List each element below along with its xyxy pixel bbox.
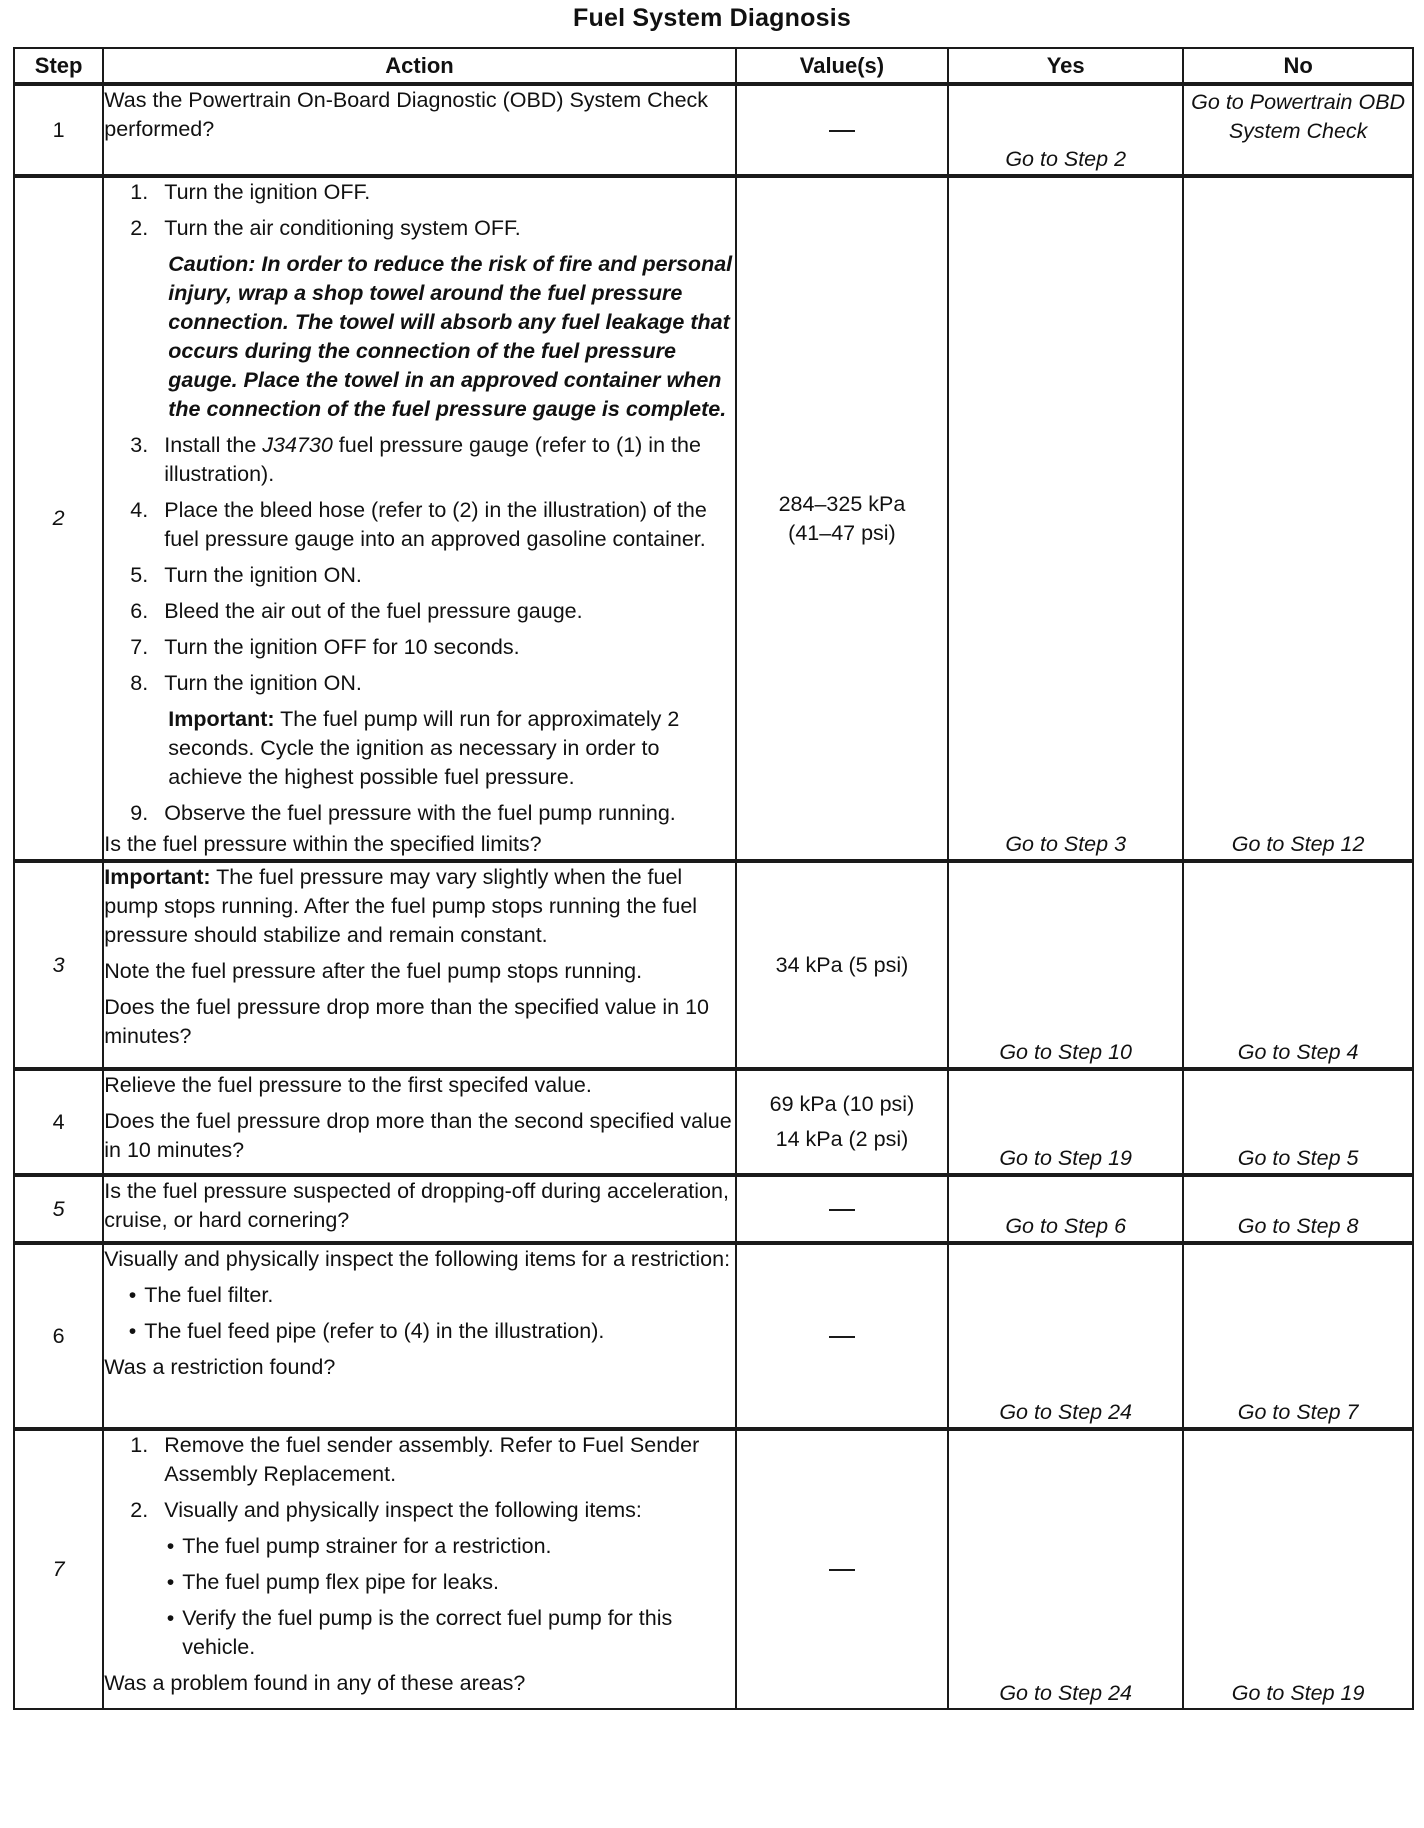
question-text: Is the fuel pressure within the specified limits? [104,832,542,856]
question-text: Does the fuel pressure drop more than the second specified value in 10 minutes? [104,1109,732,1162]
yes-action: Go to Step 24 [948,1243,1183,1429]
list-item: • The fuel pump flex pipe for leaks. [104,1568,735,1597]
empty-value-dash [829,1209,855,1211]
value-line: 284–325 kPa [778,491,906,516]
table-row-step-6 [14,1243,1413,1429]
list-item: 6. Bleed the air out of the fuel pressure gauge. [130,599,583,623]
no-action-prefix: Go to [1191,90,1250,114]
no-action: Go to Step 19 [1183,1429,1413,1709]
question-text: Does the fuel pressure drop more than the specified value in 10 minutes? [104,995,710,1048]
yes-action: Go to Step 10 [948,861,1183,1069]
note-text: Note the fuel pressure after the fuel pump stops running. [104,959,643,983]
list-item: 4. Place the bleed hose (refer to (2) in the illustration) of the fuel pressure gauge into an approved gasoline container. [130,498,707,551]
list-item: 9. Observe the fuel pressure with the fuel pump running. [130,801,676,825]
value-cell [736,1429,948,1709]
tool-number: J34730 [262,433,333,457]
action-cell [103,84,736,176]
table-row-step-5 [14,1175,1413,1243]
caution-note: Caution: In order to reduce the risk of fire and personal injury, wrap a shop towel around the fuel pressure connection. The towel will absorb any fuel leakage that occurs during the connection of the fuel pressure gauge. Place the towel in an approved container when the connection of the fuel pressure gauge is complete. [168,252,733,421]
table-row-step-4 [14,1069,1413,1175]
yes-action: Go to Step 24 [948,1429,1183,1709]
step-number: 7 [14,1429,103,1709]
action-cell [103,176,736,861]
action-cell [103,1069,736,1175]
action-cell [103,1243,736,1429]
important-note: Important: The fuel pump will run for approximately 2 seconds. Cycle the ignition as necessary in order to achieve the highest possible fuel pressure. [168,707,680,789]
value-cell: 34 kPa (5 psi) [736,861,948,1069]
yes-action: Go to Step 2 [948,84,1183,176]
header-values: Value(s) [736,48,948,84]
value-cell [736,1243,948,1429]
bullet-icon: • [166,1606,175,1630]
action-text: Visually and physically inspect the following items for a restriction: [104,1247,731,1271]
list-item: 1. Turn the ignition OFF. [130,180,371,204]
value-line: 69 kPa (10 psi) [769,1092,915,1116]
list-item: 3. Install the J34730 fuel pressure gauge (refer to (1) in the illustration). [130,433,701,486]
step-number: 3 [14,861,103,1069]
empty-value-dash [829,1569,855,1571]
list-item: 2. Turn the air conditioning system OFF. [130,216,521,240]
list-item: 8. Turn the ignition ON. [130,671,362,695]
header-yes: Yes [948,48,1183,84]
header-action: Action [103,48,736,84]
empty-value-dash [829,130,855,132]
value-cell [736,1069,948,1175]
header-row [14,48,1413,84]
question-text: Was a problem found in any of these areas? [104,1671,526,1695]
yes-action: Go to Step 19 [948,1069,1183,1175]
list-item: • The fuel feed pipe (refer to (4) in the illustration). [104,1317,735,1346]
document-title: Fuel System Diagnosis [573,4,851,32]
step-number: 6 [14,1243,103,1429]
bullet-icon: • [128,1319,137,1343]
no-action: Go to Step 5 [1183,1069,1413,1175]
action-cell [103,1429,736,1709]
value-line: 14 kPa (2 psi) [775,1127,909,1151]
no-action: Go to Step 7 [1183,1243,1413,1429]
bullet-icon: • [128,1283,137,1307]
table-row-step-3 [14,861,1413,1069]
bullet-icon: • [166,1570,175,1594]
header-step: Step [14,48,103,84]
action-text: Relieve the fuel pressure to the first specifed value. [104,1073,592,1097]
list-item: • The fuel pump strainer for a restriction. [104,1532,735,1561]
header-no: No [1183,48,1413,84]
bullet-icon: • [166,1534,175,1558]
step-number: 4 [14,1069,103,1175]
question-text: Is the fuel pressure suspected of dropping-off during acceleration, cruise, or hard cornering? [104,1179,729,1232]
table-row-step-2 [14,176,1413,861]
action-cell [103,1175,736,1243]
step-number: 1 [14,84,103,176]
value-line: (41–47 psi) [788,520,896,545]
no-action-link: Powertrain OBD System Check [1228,90,1406,143]
list-item: • Verify the fuel pump is the correct fuel pump for this vehicle. [104,1604,735,1662]
table-row-step-1 [14,84,1413,176]
value-cell [736,1175,948,1243]
list-item: 5. Turn the ignition ON. [130,563,362,587]
step-number: 2 [14,176,103,861]
question-text: Was the Powertrain On-Board Diagnostic (OBD) System Check performed? [104,88,709,141]
no-action: Go to Step 12 [1183,176,1413,861]
action-cell [103,861,736,1069]
list-item: 2. Visually and physically inspect the following items: [130,1498,642,1522]
no-action: Go to Step 4 [1183,861,1413,1069]
empty-value-dash [829,1336,855,1338]
yes-action: Go to Step 6 [948,1175,1183,1243]
list-item: 7. Turn the ignition OFF for 10 seconds. [130,635,520,659]
no-action: Go to Step 8 [1183,1175,1413,1243]
no-action [1183,84,1413,176]
step-number: 5 [14,1175,103,1243]
yes-action: Go to Step 3 [948,176,1183,861]
diagnosis-table [13,47,1414,1710]
value-cell [736,84,948,176]
question-text: Was a restriction found? [104,1355,336,1379]
list-item: 1. Remove the fuel sender assembly. Refer to Fuel Sender Assembly Replacement. [130,1433,700,1486]
list-item: • The fuel filter. [104,1281,735,1310]
value-cell [736,176,948,861]
table-row-step-7 [14,1429,1413,1709]
important-note: Important: The fuel pressure may vary slightly when the fuel pump stops running. After the fuel pump stops running the fuel pressure should stabilize and remain constant. [104,865,698,947]
